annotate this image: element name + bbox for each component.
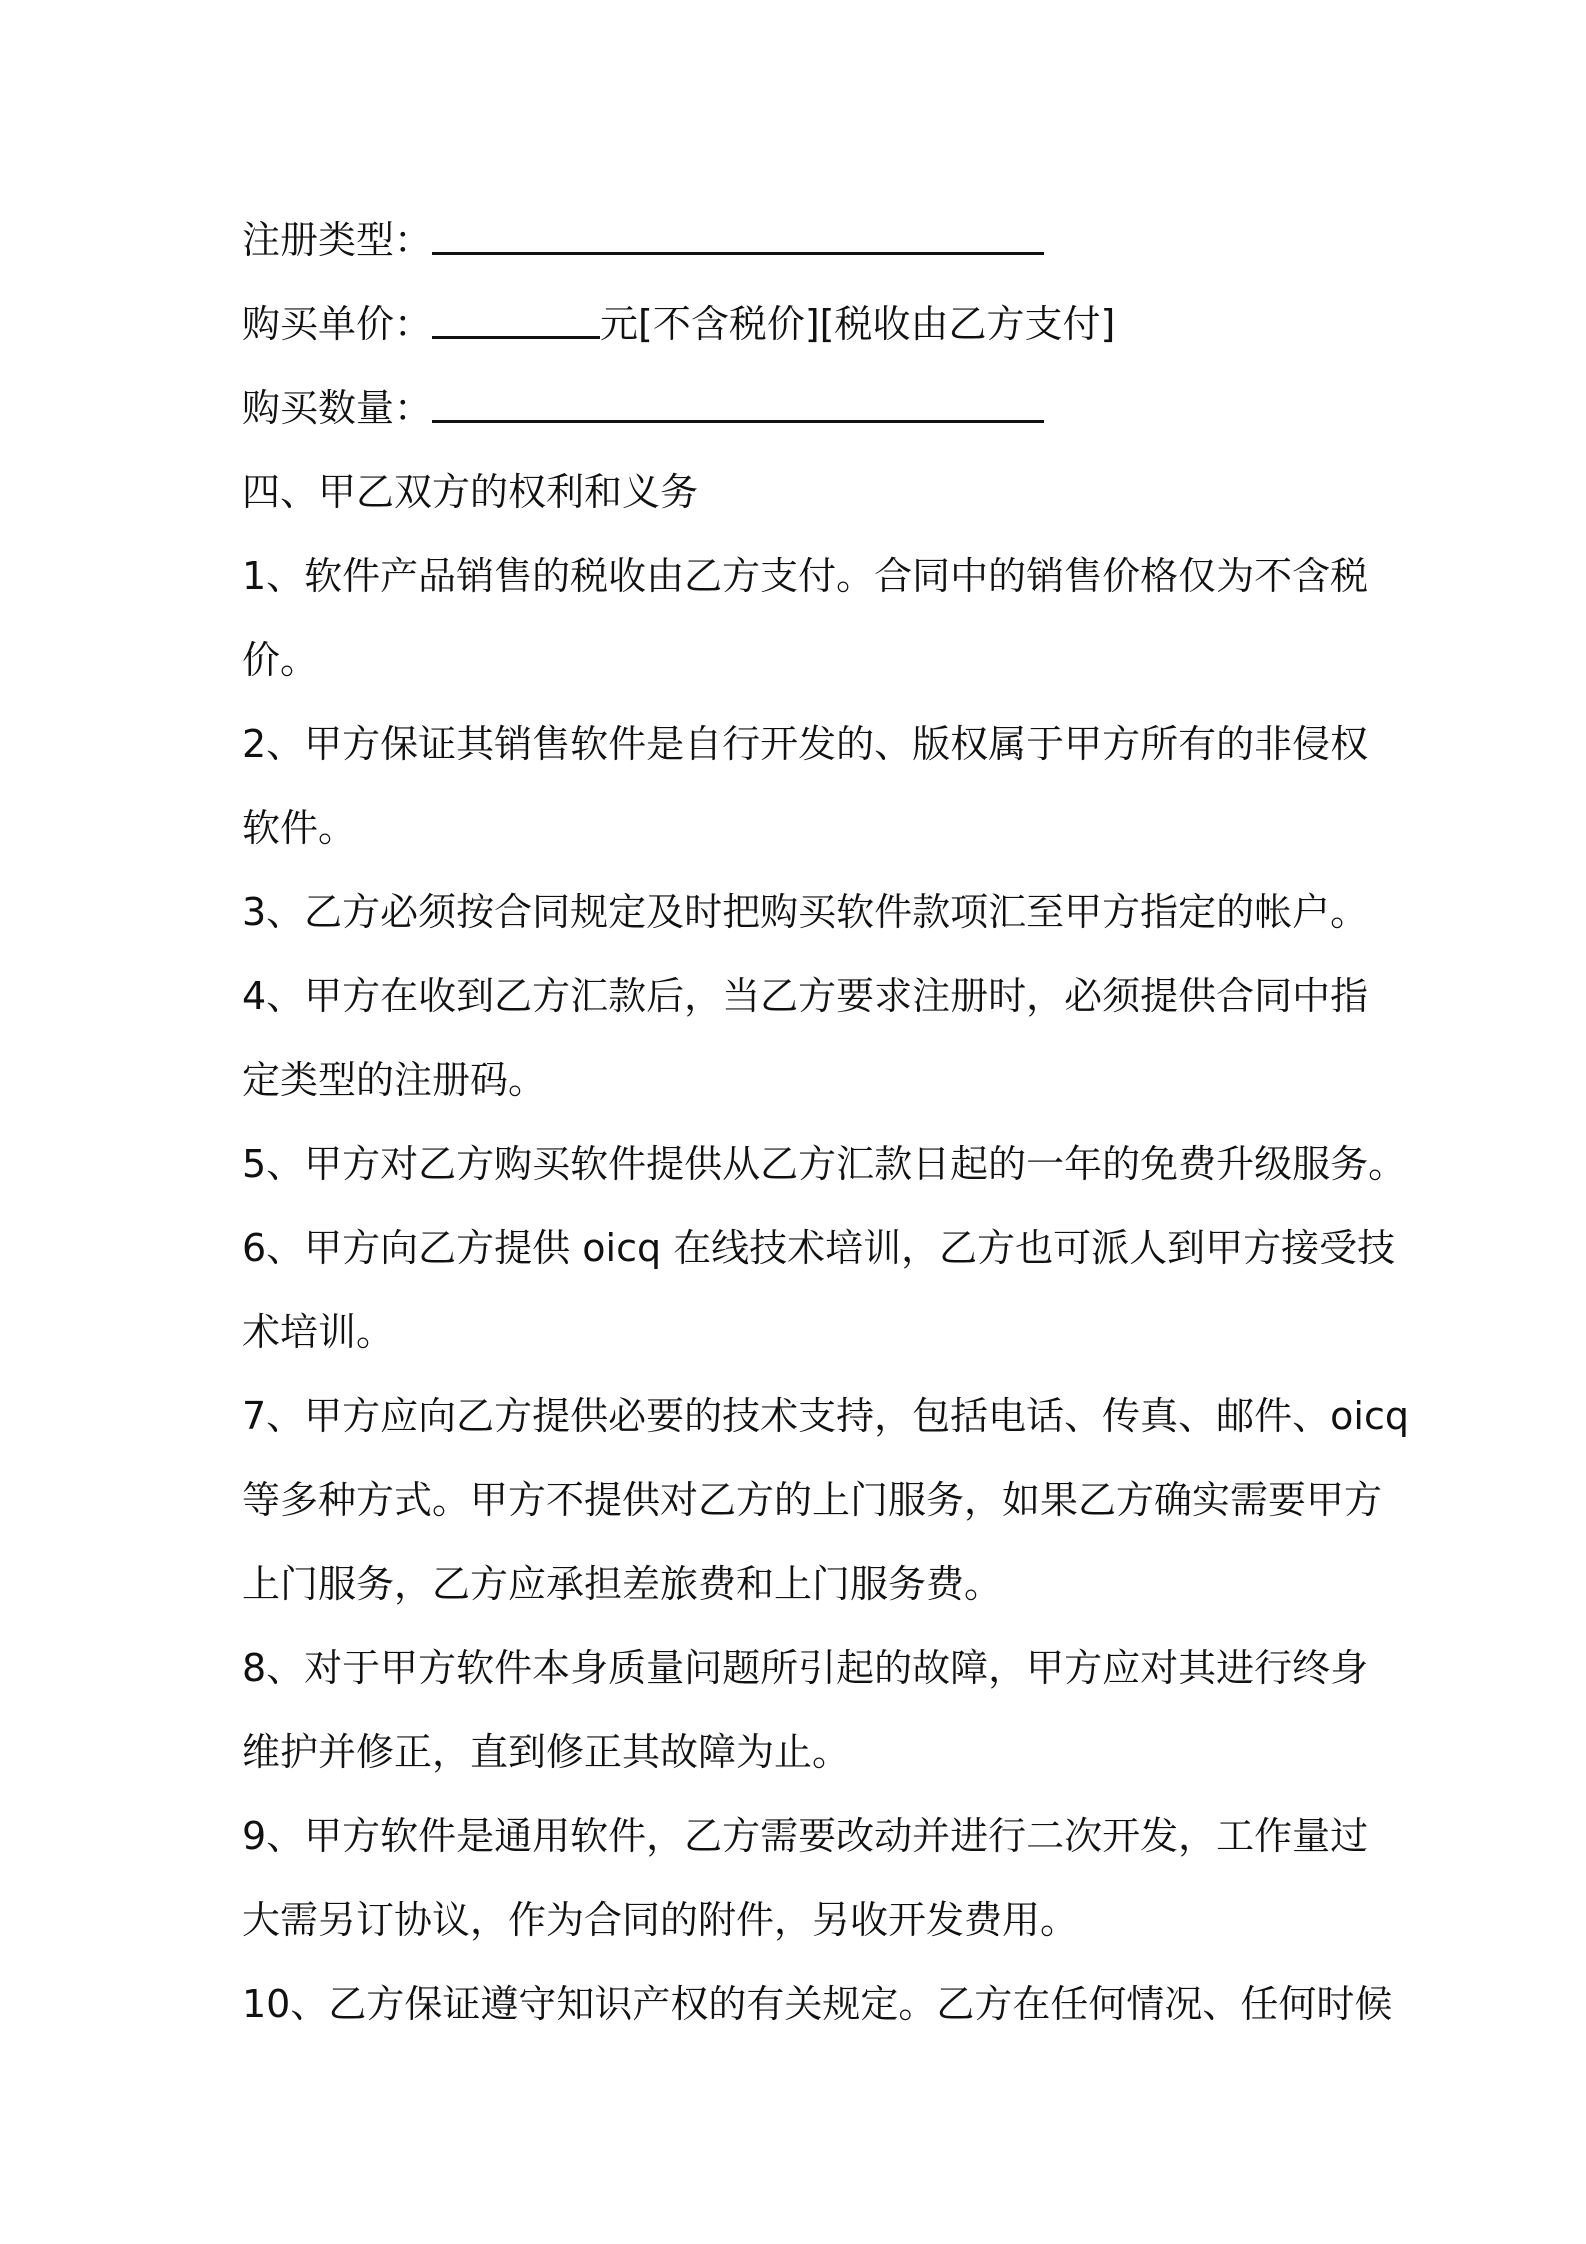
unit-price-label: 购买单价：: [242, 302, 433, 346]
clause-line: 6、甲方向乙方提供 oicq 在线技术培训，乙方也可派人到甲方接受技: [242, 1226, 1396, 1270]
clause-line: 9、甲方软件是通用软件，乙方需要改动并进行二次开发，工作量过: [242, 1814, 1369, 1858]
clause-line: 4、甲方在收到乙方汇款后，当乙方要求注册时，必须提供合同中指: [242, 974, 1369, 1018]
clause-line: 2、甲方保证其销售软件是自行开发的、版权属于甲方所有的非侵权: [242, 722, 1369, 766]
clause-line: 价。: [242, 638, 319, 682]
clause-line: 10、乙方保证遵守知识产权的有关规定。乙方在任何情况、任何时候: [242, 1982, 1393, 2026]
clause-line: 5、甲方对乙方购买软件提供从乙方汇款日起的一年的免费升级服务。: [242, 1142, 1407, 1186]
quantity-line: [242, 366, 1382, 450]
quantity-label: 购买数量：: [242, 386, 433, 430]
registration-type-label: 注册类型：: [242, 218, 433, 262]
clause-line: 软件。: [242, 806, 357, 850]
registration-type-line: [242, 198, 1382, 282]
clause-line: 术培训。: [242, 1310, 395, 1354]
quantity-blank: [432, 380, 1044, 423]
clause-line: 定类型的注册码。: [242, 1058, 547, 1102]
clause-line: 大需另订协议，作为合同的附件，另收开发费用。: [242, 1898, 1079, 1942]
clause-line: 维护并修正，直到修正其故障为止。: [242, 1730, 851, 1774]
clause-line: 等多种方式。甲方不提供对乙方的上门服务，如果乙方确实需要甲方: [242, 1478, 1383, 1522]
clause-line: 7、甲方应向乙方提供必要的技术支持，包括电话、传真、邮件、oicq: [242, 1394, 1409, 1438]
clause-line: 8、对于甲方软件本身质量问题所引起的故障，甲方应对其进行终身: [242, 1646, 1369, 1690]
document-body: [242, 198, 1409, 2046]
registration-type-blank: [432, 212, 1044, 255]
clause-line: 1、软件产品销售的税收由乙方支付。合同中的销售价格仅为不含税: [242, 554, 1369, 598]
unit-price-line: [242, 282, 1382, 366]
clause-line: 上门服务，乙方应承担差旅费和上门服务费。: [242, 1562, 1003, 1606]
unit-price-blank: [432, 296, 600, 339]
unit-price-suffix: 元[不含税价][税收由乙方支付]: [600, 302, 1116, 346]
clause-line: 3、乙方必须按合同规定及时把购买软件款项汇至甲方指定的帐户。: [242, 890, 1369, 934]
section-title: 四、甲乙双方的权利和义务: [242, 470, 699, 514]
